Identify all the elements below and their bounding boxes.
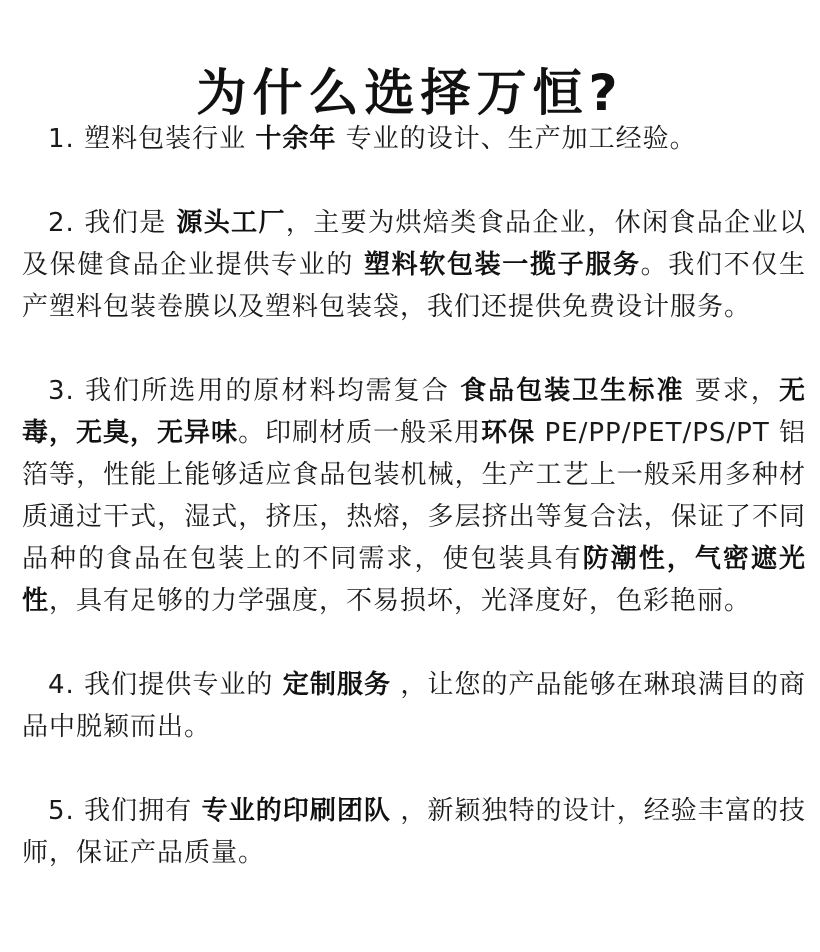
reason-text: PE/PP/PET/PS/PT 铝箔等，性能上能够适应食品包装机械，生产工艺上一般采用多种材质通过干式，湿式，挤压，热熔，多层挤出等复合法，保证了不同品种的食品在包装上的不同需求，使包装具有	[22, 418, 806, 574]
reason-number: 5.	[48, 796, 75, 826]
reason-text: 要求，	[684, 376, 779, 406]
reason-text: 我们所选用的原材料均需复合	[74, 376, 461, 406]
reason-text: ，具有足够的力学强度，不易损坏，光泽度好，色彩艳丽。	[49, 586, 752, 616]
reason-highlight: 环保	[481, 418, 536, 448]
reason-text: 塑料包装行业	[74, 124, 256, 154]
reason-highlight: 塑料软包装一揽子服务	[363, 250, 641, 280]
reason-text: ，让您的产品能够在琳琅满目的商品中脱颖而出。	[22, 670, 807, 742]
reason-highlight: 防潮性，气密遮光性	[22, 544, 806, 616]
reason-highlight: 十余年	[255, 124, 337, 154]
reason-text: 。印刷材质一般采用	[238, 418, 482, 448]
reason-number: 4.	[48, 670, 75, 700]
reason-item-5	[22, 790, 806, 874]
reason-text: 我们提供专业的	[74, 670, 283, 700]
reason-highlight: 专业的印刷团队	[201, 796, 391, 826]
reason-text: ，主要为烘焙类食品企业，休闲食品企业以及保健食品企业提供专业的	[22, 208, 806, 280]
reason-item-4	[22, 664, 806, 748]
reason-text: 专业的设计、生产加工经验。	[336, 124, 697, 154]
reasons-list	[22, 118, 806, 916]
reason-highlight: 无毒，无臭，无异味	[22, 376, 806, 448]
reason-number: 1.	[48, 124, 75, 154]
reason-text: 我们是	[74, 208, 177, 238]
reason-text: 。我们不仅生产塑料包装卷膜以及塑料包装袋，我们还提供免费设计服务。	[22, 250, 806, 322]
reason-item-3	[22, 370, 806, 622]
page-title: 为什么选择万恒?	[196, 63, 624, 122]
reason-highlight: 定制服务	[282, 670, 391, 700]
reason-text: 我们拥有	[74, 796, 202, 826]
reason-highlight: 源头工厂	[176, 208, 286, 238]
reason-item-1	[22, 118, 806, 160]
reason-item-2	[22, 202, 806, 328]
reason-number: 2.	[48, 208, 75, 238]
reason-number: 3.	[48, 376, 75, 406]
reason-text: ，新颖独特的设计，经验丰富的技师，保证产品质量。	[22, 796, 807, 868]
reason-highlight: 食品包装卫生标准	[460, 376, 685, 406]
